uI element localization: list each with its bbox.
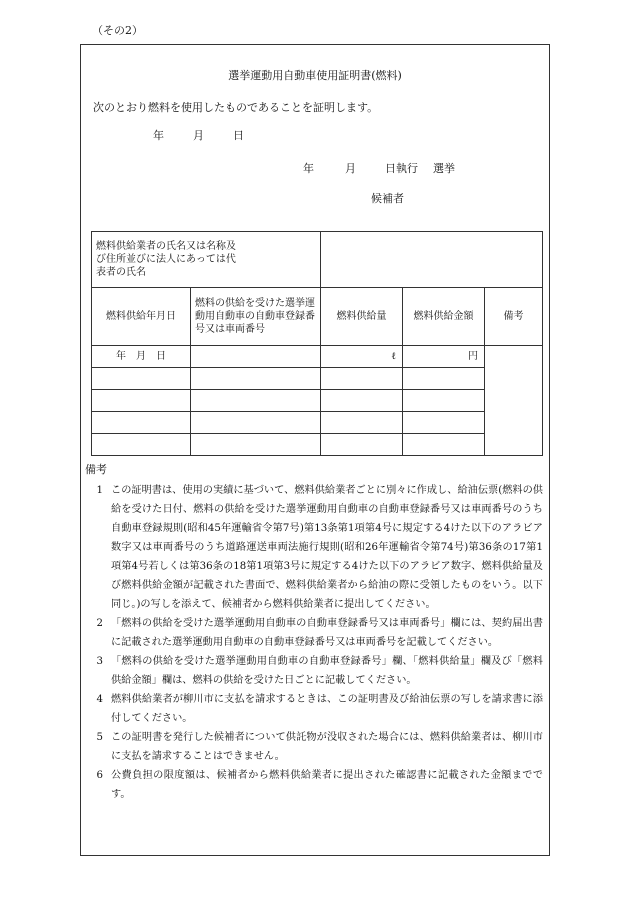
- row-date[interactable]: [92, 434, 191, 456]
- note-number: 3: [96, 656, 103, 667]
- note-number: 5: [96, 732, 103, 743]
- row-date[interactable]: [92, 368, 191, 390]
- fuel-table: [91, 231, 543, 456]
- row-amount[interactable]: [403, 412, 485, 434]
- table-row: [92, 412, 543, 434]
- election-date-line: [303, 160, 455, 176]
- note-number: 2: [96, 618, 103, 629]
- notes-heading: 備考: [85, 463, 107, 476]
- row1-date[interactable]: 年 月 日: [92, 346, 191, 368]
- election-year-label: 年: [303, 162, 314, 175]
- note-item: [81, 690, 549, 728]
- row-quantity[interactable]: [321, 412, 403, 434]
- header-quantity: 燃料供給量: [321, 288, 403, 346]
- note-number: 1: [96, 485, 103, 496]
- election-label: 選挙: [433, 162, 455, 175]
- note-number: 6: [96, 770, 103, 781]
- notes-list: [81, 481, 549, 804]
- election-month-label: 月: [345, 162, 356, 175]
- row-date[interactable]: [92, 412, 191, 434]
- header-amount: 燃料供給金額: [403, 288, 485, 346]
- row1-vehicle[interactable]: [191, 346, 321, 368]
- supplier-value-cell[interactable]: [321, 232, 543, 288]
- note-text: この証明書を発行した候補者について供託物が没収された場合には、燃料供給業者は、柳川市に支払を請求することはできません。: [111, 732, 543, 762]
- header-date: 燃料供給年月日: [92, 288, 191, 346]
- note-text: 公費負担の限度額は、候補者から燃料供給業者に提出された確認書に記載された金額までです。: [111, 770, 543, 800]
- issue-year-label: 年: [153, 129, 164, 142]
- row-date[interactable]: [92, 390, 191, 412]
- issue-month-label: 月: [193, 129, 204, 142]
- row1-quantity[interactable]: ℓ: [321, 346, 403, 368]
- note-text: この証明書は、使用の実績に基づいて、燃料供給業者ごとに別々に作成し、給油伝票(燃料の供給を受けた日付、燃料の供給を受けた選挙運動用自動車の自動車登録番号又は車両番号のうち自動車登録規則(昭和45年運輸省令第7号)第13条第1項第4号に規定する4けた以下のアラビア数字又は車両番号のうち道路運送車両法施行規則(昭和26年運輸省令第74号)第36条の17第1項第4号若しくは第36条の18第1項第3号に規定する4けた以下のアラビア数字、燃料供給量及び燃料供給金額が記載された書面で、燃料供給業者から給油の際に受領したものをいう。以下同じ。)の写しを添えて、候補者から燃料供給業者に提出してください。: [111, 485, 543, 610]
- election-day-exec-label: 日執行: [385, 162, 418, 175]
- note-item: [81, 766, 549, 804]
- row-vehicle[interactable]: [191, 368, 321, 390]
- certificate-statement: 次のとおり燃料を使用したものであることを証明します。: [93, 101, 379, 114]
- header-vehicle-number: 燃料の供給を受けた選挙運動用自動車の自動車登録番号又は車両番号: [191, 288, 321, 346]
- issue-date-line: [153, 127, 244, 143]
- row-vehicle[interactable]: [191, 434, 321, 456]
- table-row: [92, 390, 543, 412]
- certificate-frame: [80, 44, 550, 856]
- candidate-label: 候補者: [371, 192, 404, 205]
- table-row: [92, 368, 543, 390]
- note-number: 4: [96, 694, 103, 705]
- note-text: 「燃料の供給を受けた選挙運動用自動車の自動車登録番号又は車両番号」欄には、契約届出書に記載された選挙運動用自動車の自動車登録番号又は車両番号を記載してください。: [111, 618, 543, 648]
- note-item: [81, 481, 549, 614]
- row-amount[interactable]: [403, 368, 485, 390]
- row-quantity[interactable]: [321, 390, 403, 412]
- row-vehicle[interactable]: [191, 412, 321, 434]
- remarks-cell[interactable]: [485, 346, 543, 456]
- page-label: （その2）: [92, 24, 143, 37]
- certificate-title: 選挙運動用自動車使用証明書(燃料): [228, 69, 402, 82]
- row1-amount[interactable]: 円: [403, 346, 485, 368]
- header-remarks: 備考: [485, 288, 543, 346]
- issue-day-label: 日: [233, 129, 244, 142]
- table-row: [92, 434, 543, 456]
- note-item: [81, 614, 549, 652]
- note-item: [81, 728, 549, 766]
- note-item: [81, 652, 549, 690]
- row-amount[interactable]: [403, 390, 485, 412]
- row-amount[interactable]: [403, 434, 485, 456]
- row-quantity[interactable]: [321, 434, 403, 456]
- note-text: 燃料供給業者が柳川市に支払を請求するときは、この証明書及び給油伝票の写しを請求書に添付してください。: [111, 694, 543, 724]
- supplier-label-cell: 燃料供給業者の氏名又は名称及び住所並びに法人にあっては代表者の氏名: [92, 232, 321, 288]
- row-quantity[interactable]: [321, 368, 403, 390]
- row-vehicle[interactable]: [191, 390, 321, 412]
- note-text: 「燃料の供給を受けた選挙運動用自動車の自動車登録番号」欄、「燃料供給量」欄及び「燃料供給金額」欄は、燃料の供給を受けた日ごとに記載してください。: [111, 656, 543, 686]
